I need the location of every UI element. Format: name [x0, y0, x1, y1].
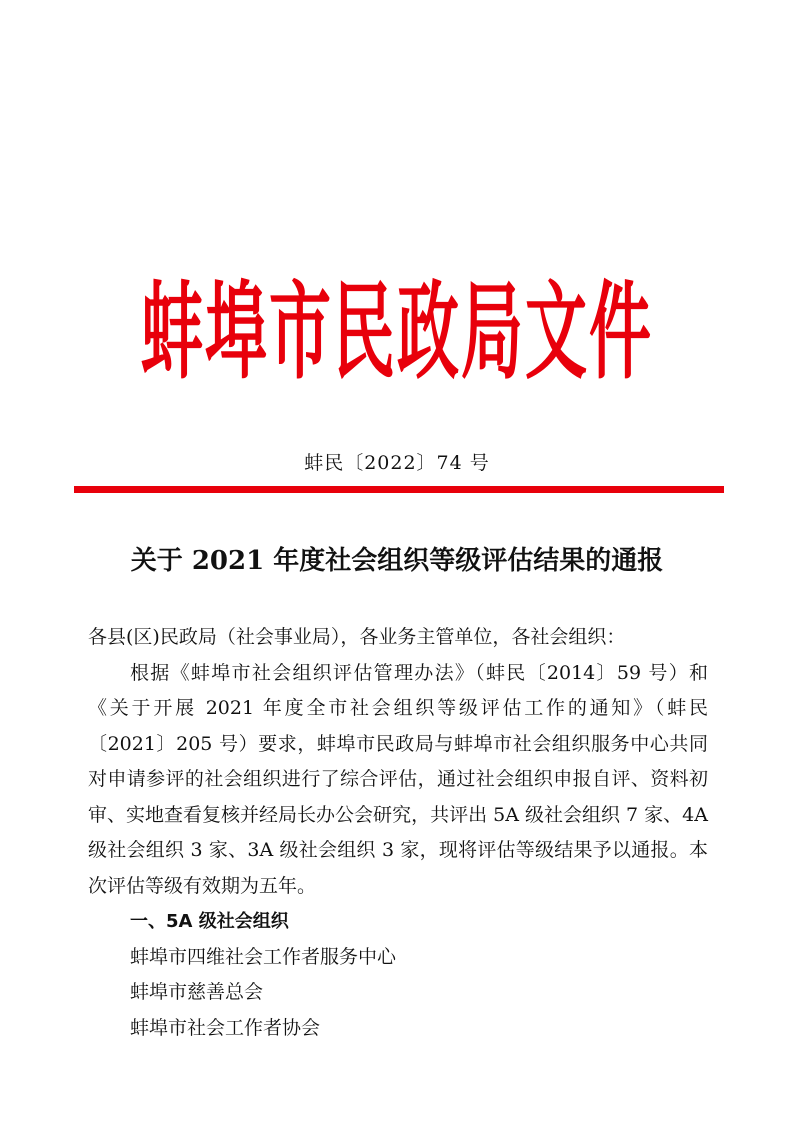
organization-list-item: 蚌埠市慈善总会 [130, 981, 264, 1003]
issuer-title: 蚌埠市民政局文件 [140, 269, 653, 394]
red-divider-line [74, 486, 724, 493]
document-body [88, 620, 708, 1046]
organization-list-item: 蚌埠市社会工作者协会 [130, 1016, 321, 1039]
section-heading-5a: 一、5A 级社会组织 [130, 911, 289, 932]
document-header [70, 238, 724, 408]
body-paragraph: 根据《蚌埠市社会组织评估管理办法》（蚌民〔2014〕59 号）和《关于开展 2021 年度全市社会组织等级评估工作的通知》（蚌民〔2021〕205 号）要求，蚌埠市民政局与蚌埠市社会组织服务中心共同对申请参评的社会组织进行了综合评估，通过社会组织申报自评、资料初审、实地查看复核并经局长办公会研究，共评出 5A 级社会组织 7 家、4A 级社会组织 3 家、3A 级社会组织 3 家，现将评估等级结果予以通报。本次评估等级有效期为五年。 [88, 661, 708, 897]
organization-list-item: 蚌埠市四维社会工作者服务中心 [130, 945, 397, 968]
document-title: 关于 2021 年度社会组织等级评估结果的通报 [130, 546, 664, 576]
salutation: 各县(区)民政局（社会事业局），各业务主管单位，各社会组织： [88, 626, 626, 648]
document-number: 蚌民〔2022〕74 号 [304, 452, 490, 474]
